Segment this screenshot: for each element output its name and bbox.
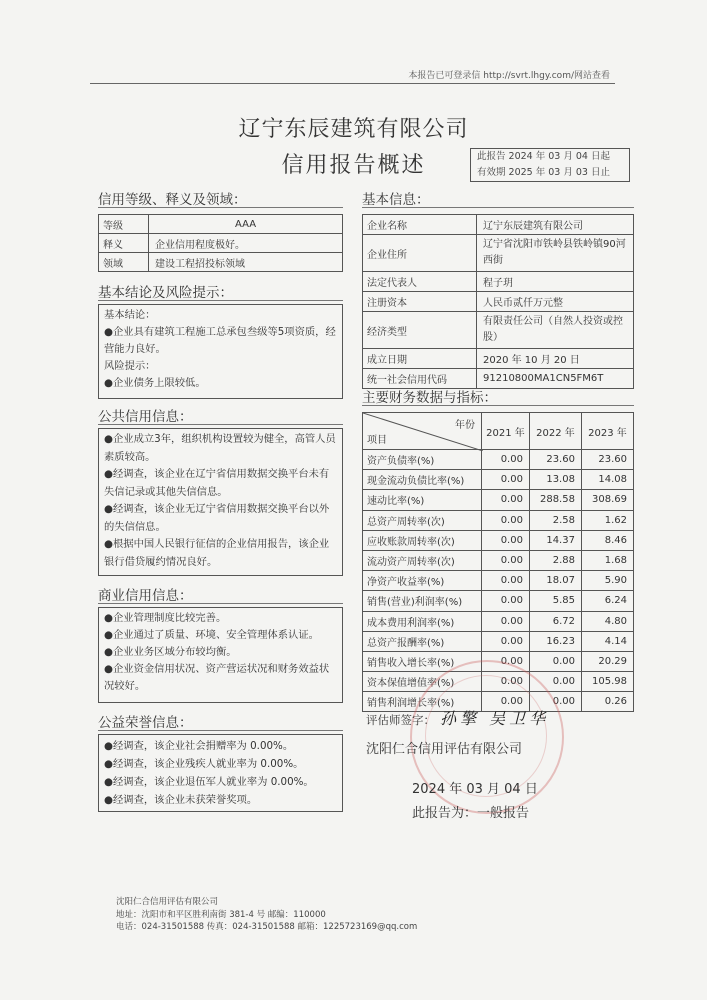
- rating-label: 等级: [99, 215, 149, 234]
- finance-value: 23.60: [529, 450, 581, 470]
- finance-value: 6.24: [581, 591, 633, 611]
- commerce-section-title: 商业信用信息：: [98, 588, 193, 604]
- finance-row: [363, 631, 634, 651]
- finance-value: 13.08: [529, 470, 581, 490]
- validity-box: [470, 148, 630, 182]
- footer: [116, 896, 417, 934]
- public-item: ●经调查，该企业在辽宁省信用数据交换平台未有失信记录或其他失信信息。: [104, 468, 330, 498]
- source-line: 本报告已可登录信 http://svrt.lhgy.com/网站查看: [408, 71, 610, 81]
- finance-value: 0.00: [482, 631, 530, 651]
- basic-row: [363, 215, 634, 235]
- finance-label: 成本费用利润率(%): [363, 611, 482, 631]
- signer-label: 评估师签字：: [366, 713, 435, 727]
- finance-label: 销售利润增长率(%): [363, 692, 482, 712]
- finance-row: [363, 450, 634, 470]
- finance-value: 0.00: [482, 571, 530, 591]
- footer-contact: 电话：024-31501588 传真：024-31501588 邮箱：1225723169@qq.com: [116, 922, 418, 932]
- finance-value: 0.00: [482, 672, 530, 692]
- validity-expires: 有效期 2025 年 03 月 03 日止: [477, 167, 610, 178]
- finance-label: 应收账款周转率(次): [363, 530, 482, 550]
- basic-label: 法定代表人: [363, 272, 477, 292]
- corner-item-label: 项目: [367, 435, 387, 446]
- basic-row: [363, 235, 634, 272]
- risk-section-title: 基本结论及风险提示：: [98, 285, 233, 301]
- honor-item: ●经调查，该企业残疾人就业率为 0.00%。: [104, 758, 304, 770]
- finance-value: 14.37: [529, 530, 581, 550]
- commerce-item: ●企业业务区域分布较均衡。: [104, 646, 237, 658]
- finance-label: 总资产报酬率(%): [363, 631, 482, 651]
- finance-value: 0.00: [529, 692, 581, 712]
- finance-row: [363, 550, 634, 570]
- basic-value: 91210800MA1CN5FM6T: [477, 369, 634, 389]
- honor-item: ●经调查，该企业未获荣誉奖项。: [104, 794, 258, 806]
- rating-value: AAA: [149, 215, 343, 234]
- finance-value: 308.69: [581, 490, 633, 510]
- rating-row: [99, 234, 343, 253]
- finance-label: 资产负债率(%): [363, 450, 482, 470]
- finance-value: 288.58: [529, 490, 581, 510]
- finance-value: 0.00: [529, 651, 581, 671]
- basic-section-title: 基本信息：: [362, 192, 430, 208]
- rating-value: 建设工程招投标领域: [149, 253, 343, 272]
- finance-value: 6.72: [529, 611, 581, 631]
- finance-value: 16.23: [529, 631, 581, 651]
- finance-label: 销售收入增长率(%): [363, 651, 482, 671]
- basic-value: 有限责任公司（自然人投资或控股）: [477, 312, 634, 349]
- finance-value: 14.08: [581, 470, 633, 490]
- public-item: ●企业成立3年，组织机构设置较为健全，高管人员素质较高。: [104, 433, 336, 463]
- rating-value: 企业信用程度极好。: [149, 234, 343, 253]
- basic-row: [363, 292, 634, 312]
- corner-year-label: 年份: [455, 420, 475, 431]
- finance-value: 23.60: [581, 450, 633, 470]
- finance-row: [363, 530, 634, 550]
- basic-row: [363, 312, 634, 349]
- finance-value: 2.58: [529, 510, 581, 530]
- finance-year-header: 2022 年: [529, 413, 581, 450]
- rating-row: [99, 215, 343, 234]
- finance-label: 净资产收益率(%): [363, 571, 482, 591]
- finance-label: 现金流动负债比率(%): [363, 470, 482, 490]
- finance-label: 流动资产周转率(次): [363, 550, 482, 570]
- finance-row: [363, 470, 634, 490]
- rating-label: 释义: [99, 234, 149, 253]
- finance-value: 18.07: [529, 571, 581, 591]
- finance-value: 105.98: [581, 672, 633, 692]
- commerce-box: [98, 607, 343, 703]
- finance-value: 5.90: [581, 571, 633, 591]
- finance-value: 0.26: [581, 692, 633, 712]
- basic-value: 程子玥: [477, 272, 634, 292]
- finance-section-title: 主要财务数据与指标：: [362, 390, 497, 406]
- finance-row: [363, 510, 634, 530]
- finance-row: [363, 571, 634, 591]
- finance-value: 0.00: [529, 672, 581, 692]
- rating-row: [99, 253, 343, 272]
- footer-address: 地址：沈阳市和平区胜利南街 381-4 号 邮编：110000: [116, 909, 326, 920]
- risk-item: ●企业债务上限较低。: [104, 377, 206, 389]
- finance-value: 1.62: [581, 510, 633, 530]
- finance-label: 总资产周转率(次): [363, 510, 482, 530]
- commerce-item: ●企业管理制度比较完善。: [104, 612, 227, 624]
- finance-value: 0.00: [482, 450, 530, 470]
- risk-title: 风险提示：: [104, 360, 156, 372]
- basic-label: 企业住所: [363, 235, 477, 272]
- basic-label: 企业名称: [363, 215, 477, 235]
- public-item: ●根据中国人民银行征信的企业信用报告，该企业银行借贷履约情况良好。: [104, 538, 330, 568]
- finance-value: 0.00: [482, 490, 530, 510]
- honor-section-title: 公益荣誉信息：: [98, 715, 193, 731]
- finance-section-rule: [362, 405, 634, 406]
- basic-table: [362, 214, 634, 389]
- conclusion-title: 基本结论：: [104, 309, 156, 321]
- rating-section-rule: [98, 207, 343, 208]
- public-section-title: 公共信用信息：: [98, 409, 193, 425]
- finance-label: 资本保值增值率(%): [363, 672, 482, 692]
- basic-row: [363, 272, 634, 292]
- commerce-item: ●企业资金信用状况、资产营运状况和财务效益状况较好。: [104, 663, 330, 692]
- finance-value: 0.00: [482, 591, 530, 611]
- basic-label: 注册资本: [363, 292, 477, 312]
- company-title: 辽宁东辰建筑有限公司: [238, 117, 469, 142]
- report-subtitle: 信用报告概述: [281, 153, 426, 178]
- report-type: 此报告为：一般报告: [412, 806, 530, 821]
- finance-value: 8.46: [581, 530, 633, 550]
- basic-value: 辽宁省沈阳市铁岭县铁岭镇90河西街: [477, 235, 634, 272]
- basic-section-rule: [362, 207, 634, 208]
- finance-row: [363, 591, 634, 611]
- public-box: [98, 428, 343, 576]
- risk-box: [98, 304, 343, 399]
- finance-corner-cell: [363, 413, 482, 450]
- finance-value: 0.00: [482, 651, 530, 671]
- finance-value: 2.88: [529, 550, 581, 570]
- basic-label: 统一社会信用代码: [363, 369, 477, 389]
- finance-value: 0.00: [482, 550, 530, 570]
- finance-label: 速动比率(%): [363, 490, 482, 510]
- footer-company: 沈阳仁合信用评估有限公司: [116, 897, 219, 907]
- finance-header-row: [363, 413, 634, 450]
- finance-value: 0.00: [482, 611, 530, 631]
- commerce-section-rule: [98, 603, 343, 604]
- signer-names: 孙擎 吴卫华: [440, 709, 550, 728]
- commerce-item: ●企业通过了质量、环境、安全管理体系认证。: [104, 629, 319, 641]
- honor-box: [98, 734, 343, 812]
- finance-value: 5.85: [529, 591, 581, 611]
- rating-table: [98, 214, 343, 272]
- sign-date: 2024 年 03 月 04 日: [412, 782, 538, 797]
- public-item: ●经调查，该企业无辽宁省信用数据交换平台以外的失信信息。: [104, 503, 330, 533]
- rating-label: 领域: [99, 253, 149, 272]
- basic-label: 成立日期: [363, 349, 477, 369]
- finance-row: [363, 611, 634, 631]
- finance-row: [363, 490, 634, 510]
- finance-value: 4.14: [581, 631, 633, 651]
- finance-value: 0.00: [482, 510, 530, 530]
- finance-label: 销售(营业)利润率(%): [363, 591, 482, 611]
- basic-value: 2020 年 10 月 20 日: [477, 349, 634, 369]
- finance-value: 1.68: [581, 550, 633, 570]
- honor-section-rule: [98, 730, 343, 731]
- finance-value: 0.00: [482, 692, 530, 712]
- basic-label: 经济类型: [363, 312, 477, 349]
- basic-row: [363, 349, 634, 369]
- risk-section-rule: [98, 300, 343, 301]
- validity-issued: 此报告 2024 年 03 月 04 日起: [477, 151, 610, 162]
- rating-section-title: 信用等级、释义及领域：: [98, 192, 247, 208]
- header-rule: [90, 83, 615, 84]
- honor-item: ●经调查，该企业社会捐赠率为 0.00%。: [104, 740, 294, 752]
- finance-value: 20.29: [581, 651, 633, 671]
- conclusion-item: ●企业具有建筑工程施工总承包叁级等5项资质，经营能力良好。: [104, 326, 336, 355]
- public-section-rule: [98, 424, 343, 425]
- finance-year-header: 2021 年: [482, 413, 530, 450]
- honor-item: ●经调查，该企业退伍军人就业率为 0.00%。: [104, 776, 314, 788]
- basic-value: 辽宁东辰建筑有限公司: [477, 215, 634, 235]
- finance-year-header: 2023 年: [581, 413, 633, 450]
- finance-value: 4.80: [581, 611, 633, 631]
- basic-value: 人民币贰仟万元整: [477, 292, 634, 312]
- finance-value: 0.00: [482, 470, 530, 490]
- finance-value: 0.00: [482, 530, 530, 550]
- evaluator-org: 沈阳仁合信用评估有限公司: [366, 742, 523, 757]
